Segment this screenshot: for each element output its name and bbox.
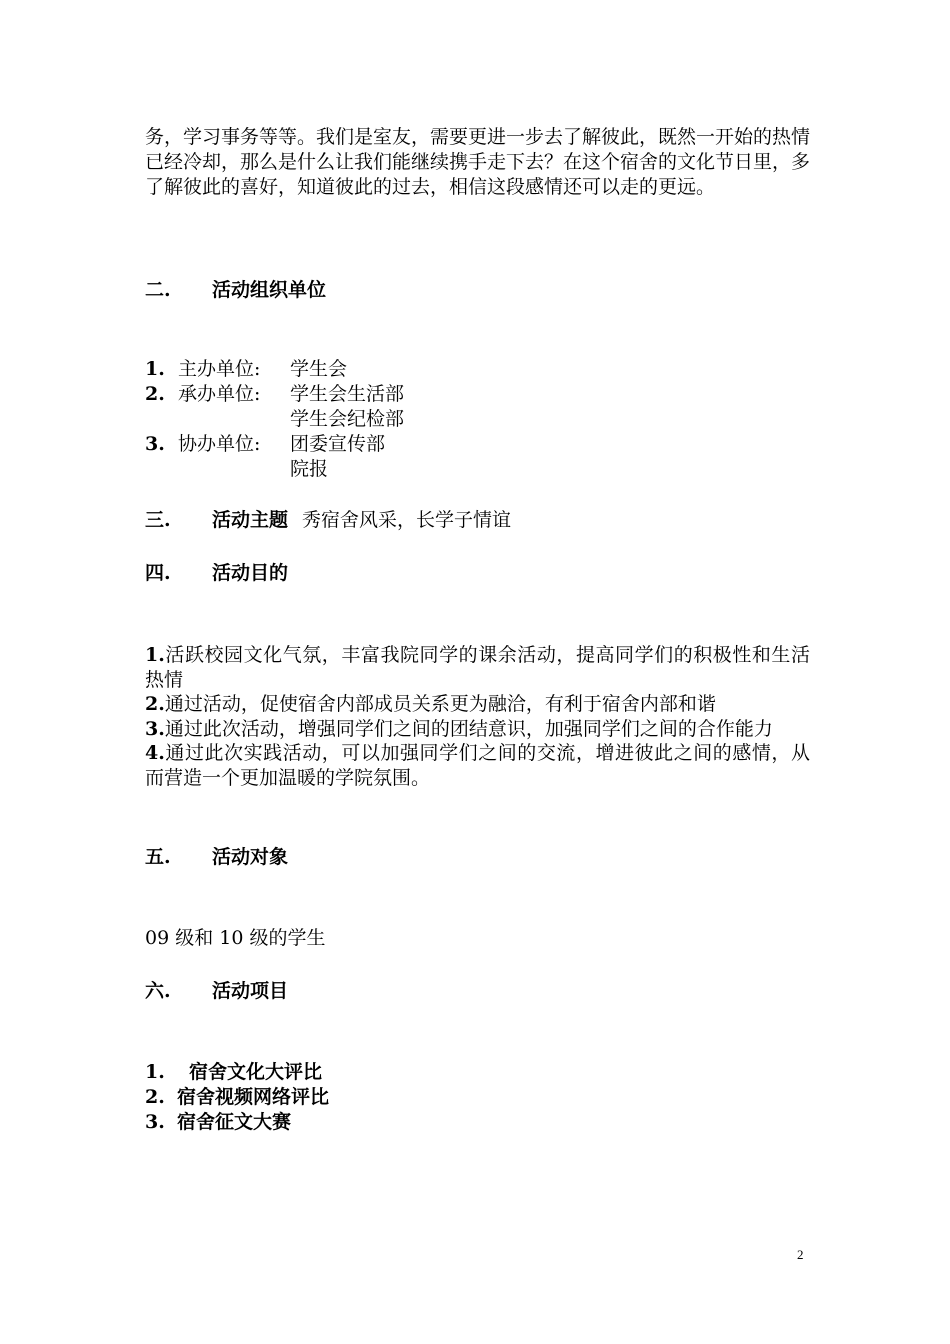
purpose-item bbox=[145, 717, 810, 742]
section-number: 四. bbox=[145, 562, 171, 584]
project-text: 宿舍视频网络评比 bbox=[177, 1086, 330, 1108]
organizer-list bbox=[145, 357, 404, 482]
target-audience: 09 级和 10 级的学生 bbox=[145, 927, 326, 949]
intro-paragraph: 务，学习事务等等。我们是室友，需要更进一步去了解彼此，既然一开始的热情已经冷却，那么是什么让我们能继续携手走下去？在这个宿舍的文化节日里，多了解彼此的喜好，知道彼此的过去，相信这段感情还可以走的更远。 bbox=[145, 126, 811, 198]
section-title: 活动目的 bbox=[212, 562, 289, 584]
organizer-row-undertaker bbox=[145, 382, 404, 432]
purpose-item bbox=[145, 643, 810, 692]
item-number: 1. bbox=[145, 644, 165, 666]
purpose-list bbox=[145, 643, 810, 790]
purpose-text: 通过此次活动，增强同学们之间的团结意识，加强同学们之间的合作能力 bbox=[164, 717, 773, 740]
purpose-text: 通过活动，促使宿舍内部成员关系更为融洽，有利于宿舍内部和谐 bbox=[164, 693, 716, 715]
organizer-values bbox=[290, 382, 404, 432]
project-text: 宿舍征文大赛 bbox=[177, 1111, 292, 1133]
item-number: 4. bbox=[145, 742, 165, 764]
section-title: 活动组织单位 bbox=[212, 279, 327, 301]
organizer-row-assistant bbox=[145, 432, 404, 482]
project-text: 宿舍文化大评比 bbox=[189, 1061, 323, 1083]
section-number: 二. bbox=[145, 279, 171, 301]
purpose-text: 通过此次实践活动，可以加强同学们之间的交流，增进彼此之间的感情，从而营造一个更加温暖的学院氛围。 bbox=[145, 742, 810, 789]
purpose-text: 活跃校园文化气氛，丰富我院同学的课余活动，提高同学们的积极性和生活热情 bbox=[145, 644, 810, 691]
section-heading-projects bbox=[145, 979, 288, 1004]
theme-value: 秀宿舍风采，长学子情谊 bbox=[302, 509, 512, 531]
section-title: 活动对象 bbox=[212, 846, 289, 868]
organizer-value: 学生会 bbox=[290, 358, 348, 380]
organizer-value: 院报 bbox=[290, 458, 329, 480]
project-list bbox=[145, 1060, 329, 1135]
section-heading-purpose bbox=[145, 561, 288, 586]
item-number: 1. bbox=[145, 1061, 165, 1083]
section-heading-target bbox=[145, 845, 288, 870]
section-number: 六. bbox=[145, 980, 171, 1002]
organizer-label: 主办单位: bbox=[178, 358, 261, 380]
organizer-label: 承办单位: bbox=[178, 383, 261, 405]
organizer-value: 团委宣传部 bbox=[290, 433, 386, 455]
item-number: 3. bbox=[145, 433, 165, 455]
section-title: 活动主题 bbox=[212, 509, 289, 531]
section-title: 活动项目 bbox=[212, 980, 289, 1002]
section-number: 五. bbox=[145, 846, 171, 868]
item-number: 3. bbox=[145, 717, 165, 740]
organizer-label: 协办单位: bbox=[178, 433, 261, 455]
organizer-values bbox=[290, 432, 385, 482]
section-heading-theme bbox=[145, 508, 511, 533]
page-number: 2 bbox=[797, 1247, 804, 1262]
section-number: 三. bbox=[145, 509, 171, 531]
item-number: 2. bbox=[145, 1086, 165, 1108]
project-item bbox=[145, 1060, 329, 1085]
purpose-item bbox=[145, 692, 810, 717]
purpose-item bbox=[145, 741, 810, 790]
item-number: 1. bbox=[145, 358, 165, 380]
organizer-value: 学生会生活部 bbox=[290, 383, 405, 405]
item-number: 2. bbox=[145, 693, 165, 715]
organizer-values bbox=[290, 357, 347, 382]
section-heading-organizers bbox=[145, 278, 326, 303]
project-item bbox=[145, 1110, 329, 1135]
item-number: 3. bbox=[145, 1111, 165, 1133]
item-number: 2. bbox=[145, 383, 165, 405]
organizer-row-host bbox=[145, 357, 404, 382]
organizer-value: 学生会纪检部 bbox=[290, 408, 405, 430]
project-item bbox=[145, 1085, 329, 1110]
